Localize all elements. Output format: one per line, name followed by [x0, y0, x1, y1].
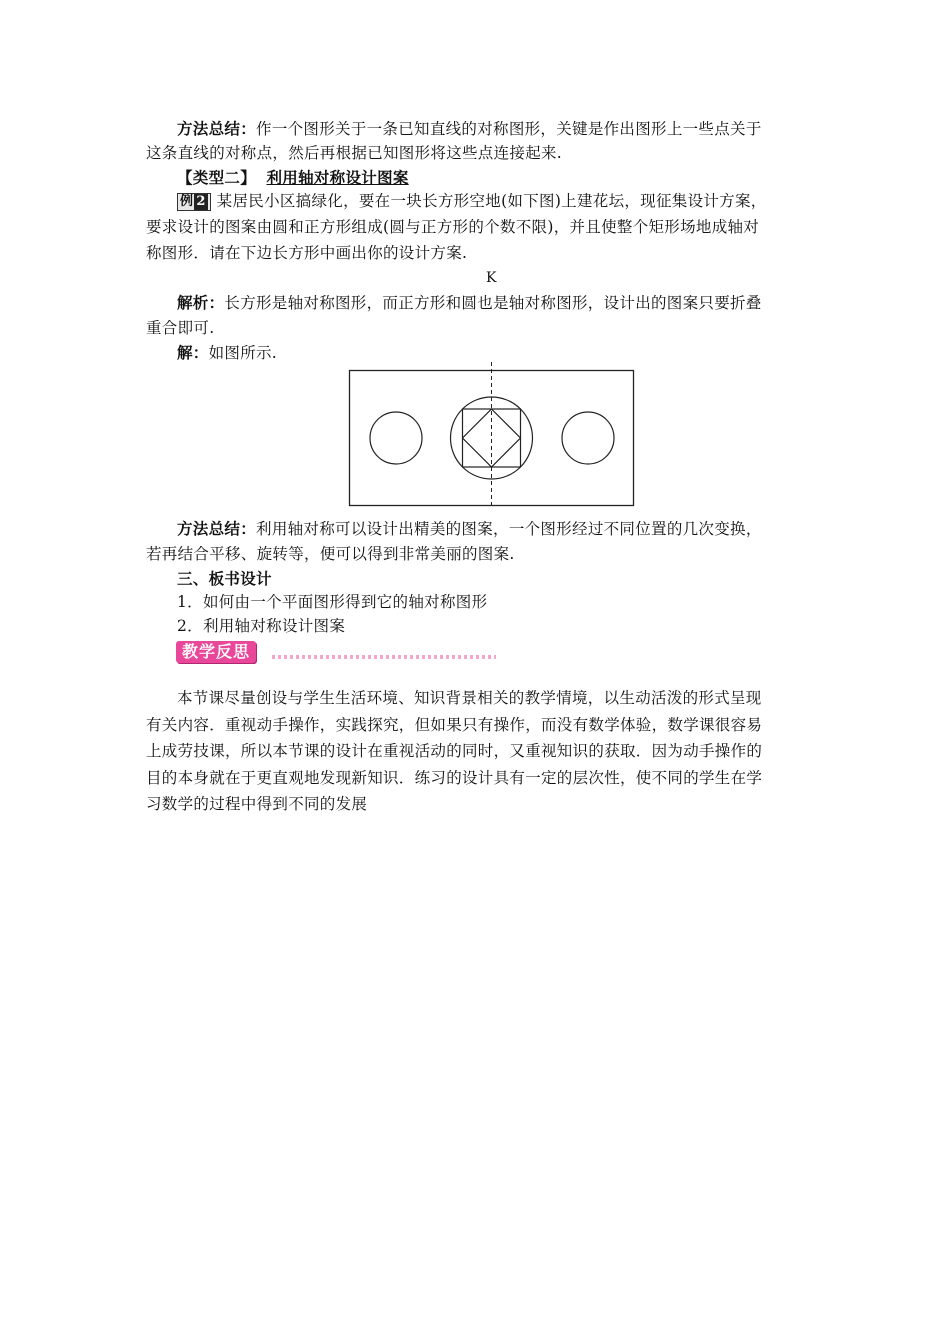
- board-design-item1: 1．如何由一个平面图形得到它的轴对称图形: [177, 593, 488, 611]
- method-summary-2-line1: [177, 518, 807, 540]
- reflection-line4: 目的本身就在于更直观地发现新知识．练习的设计具有一定的层次性，使不同的学生在学: [146, 768, 763, 787]
- board-design-heading: 三、板书设计: [177, 569, 272, 588]
- type2-heading: [177, 167, 807, 189]
- method-summary-1-text1: 作一个图形关于一条已知直线的对称图形，关键是作出图形上一些点关于: [256, 120, 762, 138]
- analysis-line1: [177, 292, 807, 314]
- method-summary-1-line2: 这条直线的对称点，然后再根据已知图形将这些点连接起来.: [146, 144, 563, 162]
- solution-text: 如图所示.: [208, 344, 278, 362]
- board-design-item2: 2．利用轴对称设计图案: [177, 617, 346, 635]
- center-square: [463, 409, 521, 467]
- example2-line1: [177, 190, 807, 212]
- example2-line2: 要求设计的图案由圆和正方形组成(圆与正方形的个数不限)，并且使整个矩形场地成轴对: [146, 218, 760, 236]
- right-circle: [562, 412, 614, 464]
- reflection-line3: 上成劳技课，所以本节课的设计在重视活动的同时，又重视知识的获取．因为动手操作的: [146, 742, 763, 760]
- method-summary-2-label: 方法总结：: [177, 519, 257, 538]
- reflection-line1: 本节课尽量创设与学生生活环境、知识背景相关的教学情境，以生动活泼的形式呈现: [177, 689, 762, 707]
- reflection-line5: 习数学的过程中得到不同的发展: [146, 795, 368, 813]
- reflection-line2: 有关内容．重视动手操作，实践探究，但如果只有操作，而没有数学体验，数学课很容易: [146, 715, 763, 734]
- analysis-text1: 长方形是轴对称图形，而正方形和圆也是轴对称图形，设计出的图案只要折叠: [224, 294, 762, 312]
- method-summary-1-line1: [177, 118, 807, 140]
- example2-line3: 称图形．请在下边长方形中画出你的设计方案.: [146, 244, 468, 262]
- k-mark: K: [486, 270, 497, 286]
- reflection-banner: [176, 641, 500, 665]
- example-badge: [177, 193, 211, 211]
- analysis-label: 解析：: [177, 293, 225, 312]
- example-badge-prefix: 例: [180, 194, 194, 209]
- left-circle: [370, 412, 422, 464]
- design-diagram: [348, 362, 636, 508]
- reflection-paragraph: [146, 685, 808, 818]
- type2-title: 利用轴对称设计图案: [266, 168, 409, 187]
- solution-line: [177, 342, 807, 364]
- method-summary-1-label: 方法总结：: [177, 119, 257, 138]
- type2-bracket: 【类型二】: [177, 168, 257, 187]
- center-diamond: [463, 409, 521, 467]
- analysis-line2: 重合即可.: [146, 319, 215, 337]
- example-badge-number: 2: [196, 194, 206, 209]
- method-summary-2-text1: 利用轴对称可以设计出精美的图案，一个图形经过不同位置的几次变换，: [256, 520, 762, 538]
- reflection-banner-dots: [272, 655, 496, 659]
- example2-text1: 某居民小区搞绿化，要在一块长方形空地(如下图)上建花坛，现征集设计方案，: [216, 192, 767, 210]
- method-summary-2-line2: 若再结合平移、旋转等，便可以得到非常美丽的图案.: [146, 545, 515, 563]
- reflection-title: 教学反思: [176, 641, 256, 663]
- solution-label: 解：: [177, 343, 209, 362]
